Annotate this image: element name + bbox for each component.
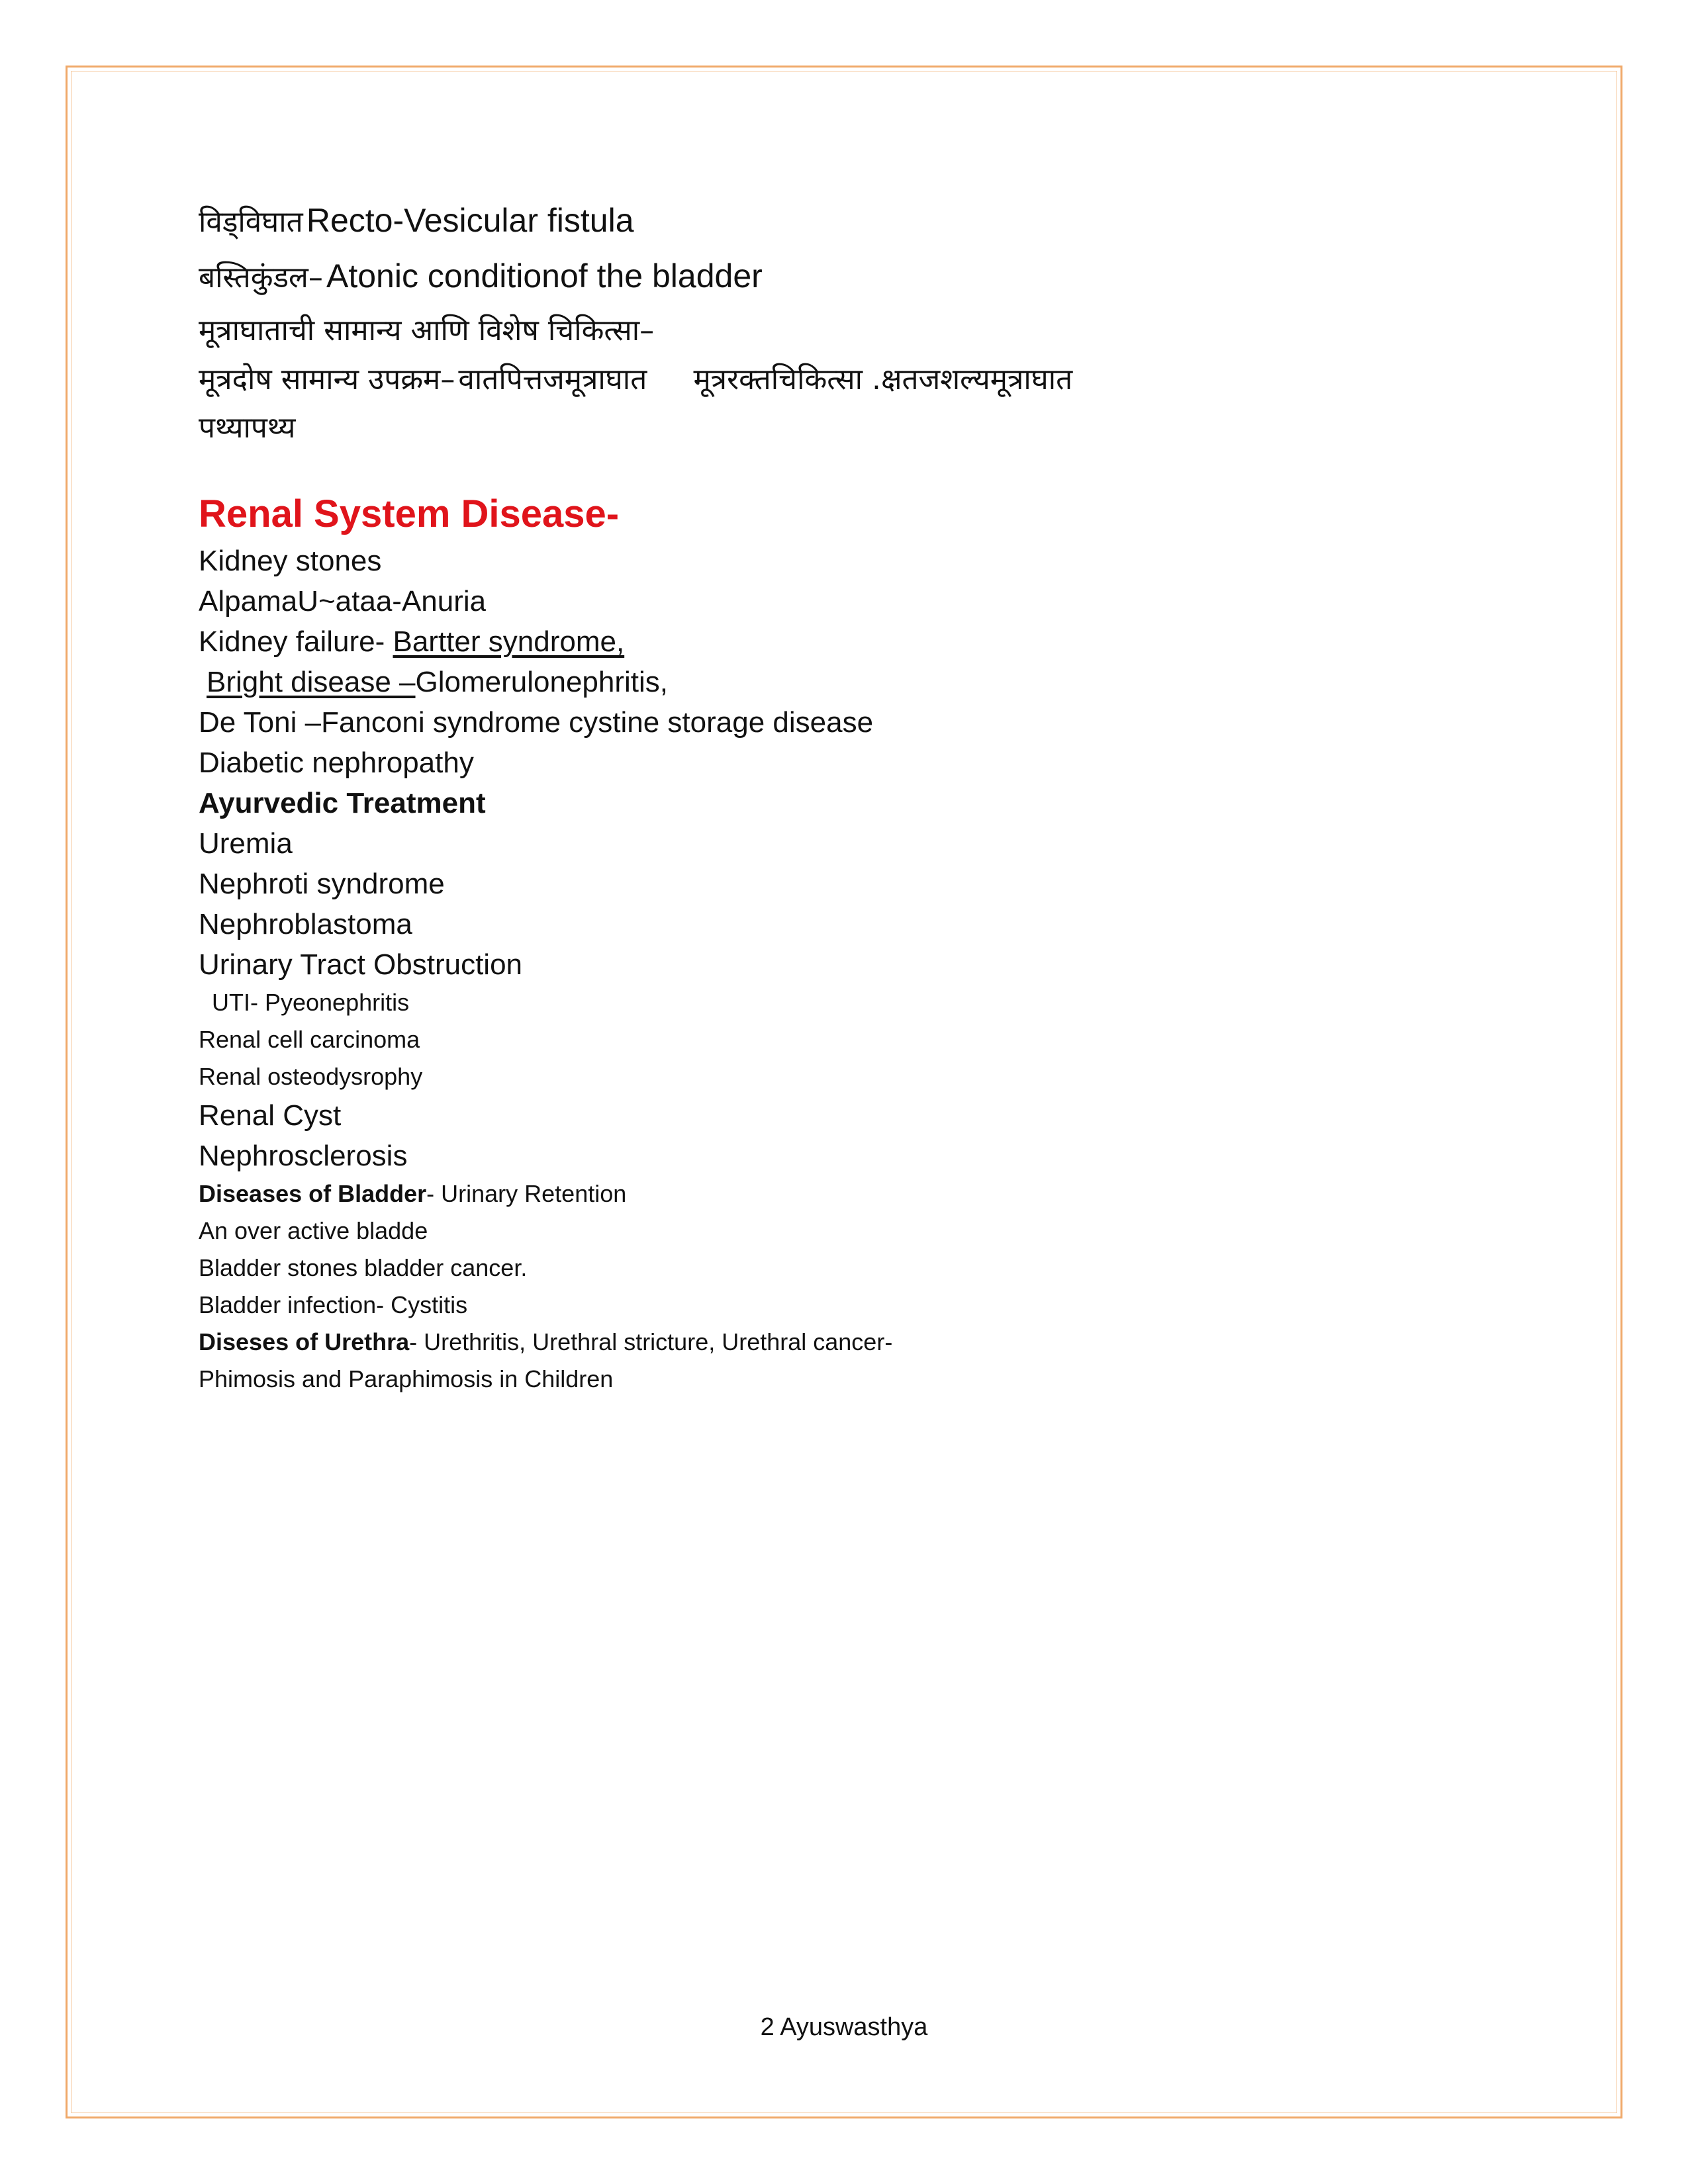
item-text: Kidney failure- [199, 625, 393, 658]
line-mutradosh [199, 365, 1072, 394]
item-kidney-failure [199, 627, 624, 657]
item-carcinoma: Renal cell carcinoma [199, 1026, 420, 1053]
item-obstruction: Urinary Tract Obstruction [199, 948, 523, 981]
item-kidney-stones: Kidney stones [199, 545, 382, 577]
deva-part-b: वातपित्तजमूत्राघात [458, 363, 647, 396]
item-detoni: De Toni –Fanconi syndrome cystine storage disease [199, 706, 874, 739]
english-term: Atonic conditionof the bladder [326, 257, 763, 295]
item-text: Glomerulonephritis, [415, 666, 669, 698]
item-overactive: An over active bladde [199, 1217, 428, 1244]
item-anuria: AlpamaU~ataa-Anuria [199, 585, 487, 617]
item-urethra-diseases [199, 1330, 892, 1354]
item-nephroti: Nephroti syndrome [199, 868, 445, 900]
item-phimosis: Phimosis and Paraphimosis in Children [199, 1365, 614, 1392]
english-term: Recto-Vesicular fistula [306, 202, 634, 239]
subheading: Diseases of Bladder [199, 1180, 427, 1207]
bright-link: Bright disease – [207, 666, 416, 698]
item-nephrosclerosis: Nephrosclerosis [199, 1140, 408, 1172]
deva-part-a: मूत्रदोष सामान्य उपक्रम– [199, 363, 455, 396]
item-bladder-diseases [199, 1182, 626, 1206]
page-footer: 2 Ayuswasthya [760, 2013, 928, 2041]
bartter-link: Bartter syndrome, [393, 625, 625, 658]
line-recto-vesicular [199, 204, 634, 237]
deva-part-c: मूत्ररक्तचिकित्सा .क्षतजशल्यमूत्राघात [693, 363, 1073, 396]
deva-term: बस्तिकुंडल– [199, 261, 323, 295]
item-bladder-stones: Bladder stones bladder cancer. [199, 1254, 528, 1281]
item-diabetic: Diabetic nephropathy [199, 747, 474, 779]
item-ayurvedic-treatment: Ayurvedic Treatment [199, 787, 486, 819]
item-renal-cyst: Renal Cyst [199, 1099, 342, 1132]
section-heading: Renal System Disease- [199, 492, 620, 535]
line-pathyapathya: पथ्यापथ्य [199, 411, 296, 445]
item-text: - Urethritis, Urethral stricture, Urethral cancer- [409, 1328, 893, 1355]
item-text: - Urinary Retention [426, 1180, 627, 1207]
item-bright-disease [207, 668, 668, 697]
line-atonic-bladder [199, 259, 763, 293]
item-bladder-infection: Bladder infection- Cystitis [199, 1291, 468, 1318]
subheading: Diseses of Urethra [199, 1328, 410, 1355]
item-nephroblastoma: Nephroblastoma [199, 908, 412, 940]
item-uti: UTI- Pyeonephritis [212, 989, 410, 1016]
deva-term: विड्विघात [199, 205, 303, 239]
line-mutraghat-chikitsa: मूत्राघाताची सामान्य आणि विशेष चिकित्सा– [199, 314, 655, 347]
item-uremia: Uremia [199, 827, 293, 860]
item-osteodysrophy: Renal osteodysrophy [199, 1063, 423, 1090]
